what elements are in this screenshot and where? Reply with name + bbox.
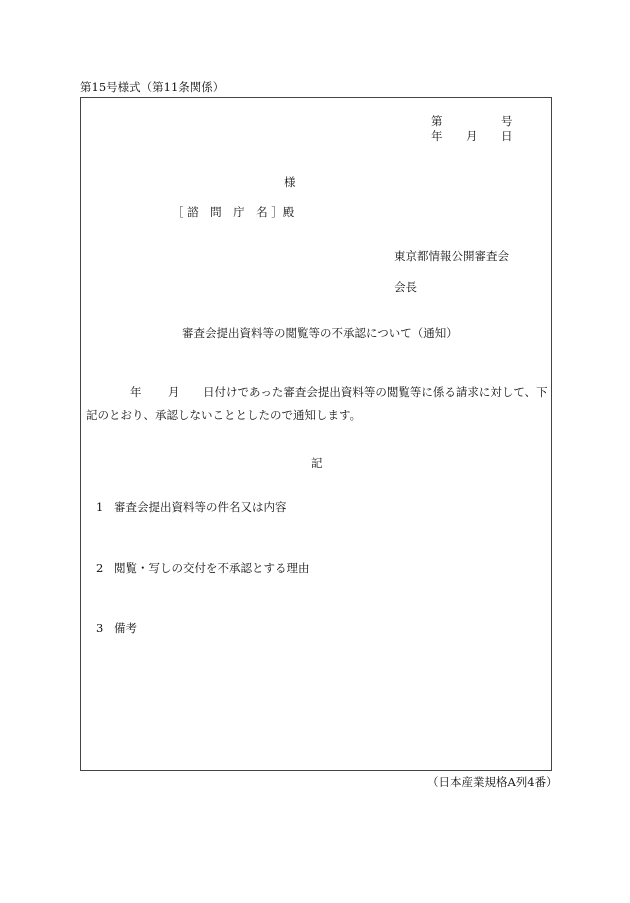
date-day: 日	[501, 129, 513, 143]
issuer-org: 東京都情報公開審査会	[394, 249, 509, 263]
footer-note: （日本産業規格A列4番）	[427, 775, 558, 789]
body-year: 年	[130, 385, 142, 399]
body-line1-rest: 日付けであった審査会提出資料等の閲覧等に係る請求に対して、下	[203, 385, 548, 399]
issuer-title: 会長	[394, 280, 417, 294]
item-text: 備考	[114, 621, 137, 635]
document-title: 審査会提出資料等の閲覧等の不承認について（通知）	[182, 326, 458, 340]
ki-heading: 記	[311, 456, 323, 470]
item-number: 3	[96, 621, 104, 635]
item-text: 審査会提出資料等の件名又は内容	[114, 500, 287, 514]
form-number: 第15号様式（第11条関係）	[80, 80, 225, 94]
item-text: 閲覧・写しの交付を不承認とする理由	[114, 561, 310, 575]
item-number: 2	[96, 561, 104, 575]
item-number: 1	[96, 500, 104, 514]
body-month: 月	[168, 385, 180, 399]
recipient-title: 様	[284, 175, 296, 189]
agency-placeholder: ［ 諮 問 庁 名 ］殿	[172, 205, 295, 219]
number-label-prefix: 第	[431, 114, 443, 128]
date-month: 月	[466, 129, 478, 143]
number-label-suffix: 号	[501, 114, 513, 128]
document-frame	[80, 97, 552, 771]
body-line2: 記のとおり、承認しないこととしたので通知します。	[86, 408, 362, 422]
date-year: 年	[431, 129, 443, 143]
